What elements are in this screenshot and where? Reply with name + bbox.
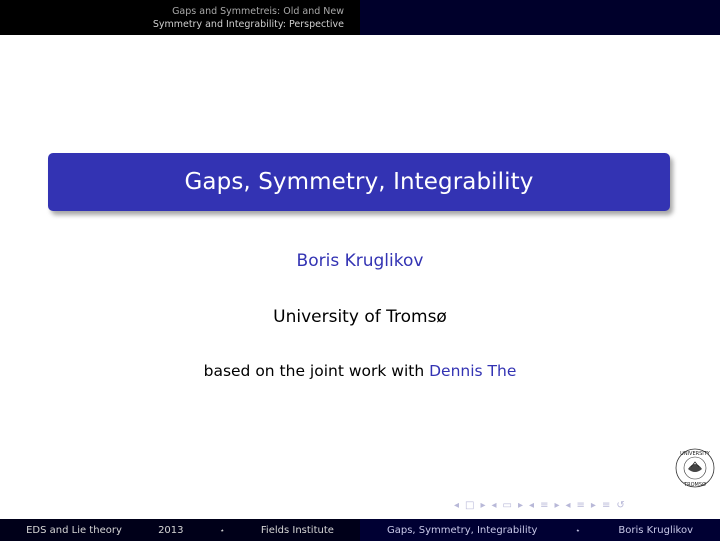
footer-star-separator: ⋆ [219, 525, 225, 535]
subsection-prev-icon[interactable]: ◂ [491, 499, 497, 511]
header-right-panel [360, 0, 720, 35]
nav-section-2[interactable]: Symmetry and Integrability: Perspective [152, 18, 344, 30]
collaboration-note [0, 362, 720, 380]
title-block [48, 153, 670, 211]
university-logo [674, 447, 716, 489]
slide-title: Gaps, Symmetry, Integrability [184, 169, 534, 195]
frame-icon[interactable]: □ [465, 499, 475, 511]
document-prev-icon[interactable]: ◂ [565, 499, 571, 511]
document-next-icon[interactable]: ▸ [590, 499, 596, 511]
footer-venue: Fields Institute [260, 524, 334, 536]
footer-title: Gaps, Symmetry, Integrability [386, 524, 538, 536]
section-navigation [0, 0, 360, 35]
institute-name: University of Tromsø [273, 307, 447, 327]
footer-right-panel [360, 519, 720, 541]
frame-prev-icon[interactable]: ◂ [454, 499, 460, 511]
footer-star-separator: ⋆ [575, 525, 581, 535]
section-next-icon[interactable]: ▸ [554, 499, 560, 511]
document-icon[interactable]: ≡ [576, 499, 585, 511]
collaborator-name: Dennis The [429, 362, 517, 380]
footer-author: Boris Kruglikov [618, 524, 693, 536]
subsection-icon[interactable]: ▭ [502, 499, 512, 511]
svg-text:UNIVERSITY: UNIVERSITY [680, 451, 710, 457]
header-bar [0, 0, 720, 35]
frame-next-icon[interactable]: ▸ [480, 499, 486, 511]
nav-section-1[interactable]: Gaps and Symmetreis: Old and New [172, 5, 344, 17]
footer-bar [0, 519, 720, 541]
footer-left-panel [0, 519, 360, 541]
footer-year: 2013 [158, 524, 184, 536]
note-prefix: based on the joint work with [203, 362, 425, 380]
section-icon[interactable]: ≡ [540, 499, 549, 511]
subsection-next-icon[interactable]: ▸ [518, 499, 524, 511]
search-icon[interactable]: ↺ [616, 499, 625, 511]
university-seal-icon [674, 447, 716, 489]
author-name: Boris Kruglikov [296, 251, 424, 271]
appendix-icon[interactable]: ≡ [601, 499, 611, 511]
section-prev-icon[interactable]: ◂ [529, 499, 535, 511]
svg-text:TROMSØ: TROMSØ [684, 482, 706, 488]
beamer-navigation-symbols [454, 498, 625, 512]
footer-event: EDS and Lie theory [26, 524, 122, 536]
